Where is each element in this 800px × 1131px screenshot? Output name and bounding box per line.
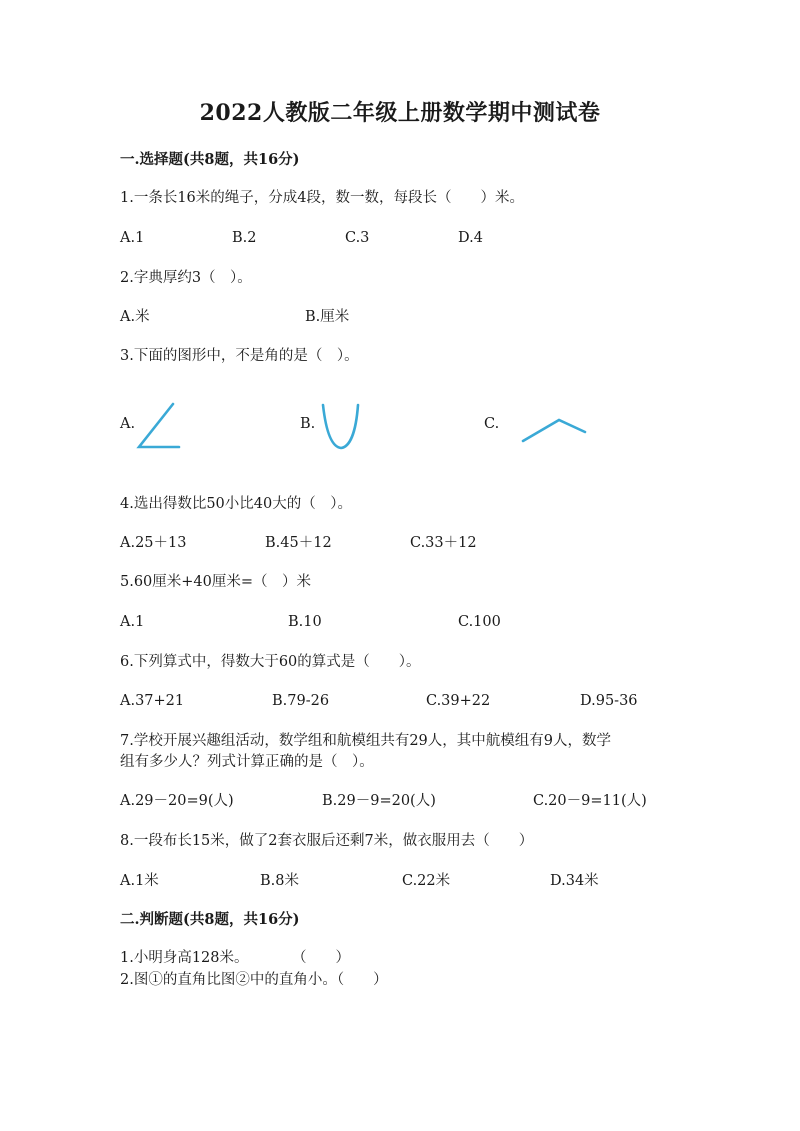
- question-3-option-c: C.: [484, 416, 500, 432]
- question-1-text: 1.一条长16米的绳子，分成4段，数一数，每段长（ ）米。: [120, 190, 525, 206]
- question-7-text-line1: 7.学校开展兴趣组活动，数学组和航模组共有29人，其中航模组有9人，数学: [120, 733, 612, 749]
- question-1-option-d: D.4: [458, 230, 483, 246]
- question-7-option-b: B.29－9=20(人): [322, 793, 436, 809]
- question-1-option-b: B.2: [232, 230, 257, 246]
- question-2-text: 2.字典厚约3（ ）。: [120, 270, 252, 286]
- question-4-text: 4.选出得数比50小比40大的（ ）。: [120, 496, 352, 512]
- question-5-option-a: A.1: [120, 614, 145, 630]
- question-7-option-a: A.29－20=9(人): [120, 793, 234, 809]
- page-title: 2022人教版二年级上册数学期中测试卷: [199, 100, 601, 126]
- question-3-option-b: B.: [300, 416, 316, 432]
- question-8-option-a: A.1米: [120, 873, 159, 889]
- question-1-option-c: C.3: [345, 230, 370, 246]
- question-7-option-c: C.20－9=11(人): [533, 793, 647, 809]
- question-7-text-line2: 组有多少人？列式计算正确的是（ ）。: [120, 754, 374, 770]
- question-8-text: 8.一段布长15米，做了2套衣服后还剩7米，做衣服用去（ ）: [120, 833, 534, 849]
- judgement-2-text: 2.图①的直角比图②中的直角小。（ ）: [120, 972, 388, 988]
- question-2-option-b: B.厘米: [305, 309, 350, 325]
- question-3-option-a: A.: [120, 416, 136, 432]
- question-5-option-c: C.100: [458, 614, 501, 630]
- question-6-option-c: C.39+22: [426, 693, 491, 709]
- question-4-option-a: A.25＋13: [120, 535, 187, 551]
- question-4-option-b: B.45＋12: [265, 535, 332, 551]
- question-2-option-a: A.米: [120, 309, 150, 325]
- judgement-1-text: 1.小明身高128米。 （ ）: [120, 950, 351, 966]
- question-6-option-b: B.79-26: [272, 693, 330, 709]
- question-1-option-a: A.1: [120, 230, 145, 246]
- question-8-option-c: C.22米: [402, 873, 451, 889]
- angle-figure-c: [518, 414, 590, 446]
- question-8-option-d: D.34米: [550, 873, 599, 889]
- question-4-option-c: C.33＋12: [410, 535, 477, 551]
- angle-figure-a: [134, 400, 184, 452]
- question-5-text: 5.60厘米+40厘米=（ ）米: [120, 574, 312, 590]
- question-8-option-b: B.8米: [260, 873, 299, 889]
- section-heading-choice: 一.选择题(共8题，共16分): [120, 151, 300, 168]
- question-5-option-b: B.10: [288, 614, 322, 630]
- curve-figure-b: [318, 402, 364, 452]
- question-6-option-a: A.37+21: [120, 693, 185, 709]
- question-3-text: 3.下面的图形中，不是角的是（ ）。: [120, 348, 359, 364]
- section-heading-judgement: 二.判断题(共8题，共16分): [120, 911, 300, 928]
- question-6-option-d: D.95-36: [580, 693, 638, 709]
- question-6-text: 6.下列算式中，得数大于60的算式是（ ）。: [120, 654, 421, 670]
